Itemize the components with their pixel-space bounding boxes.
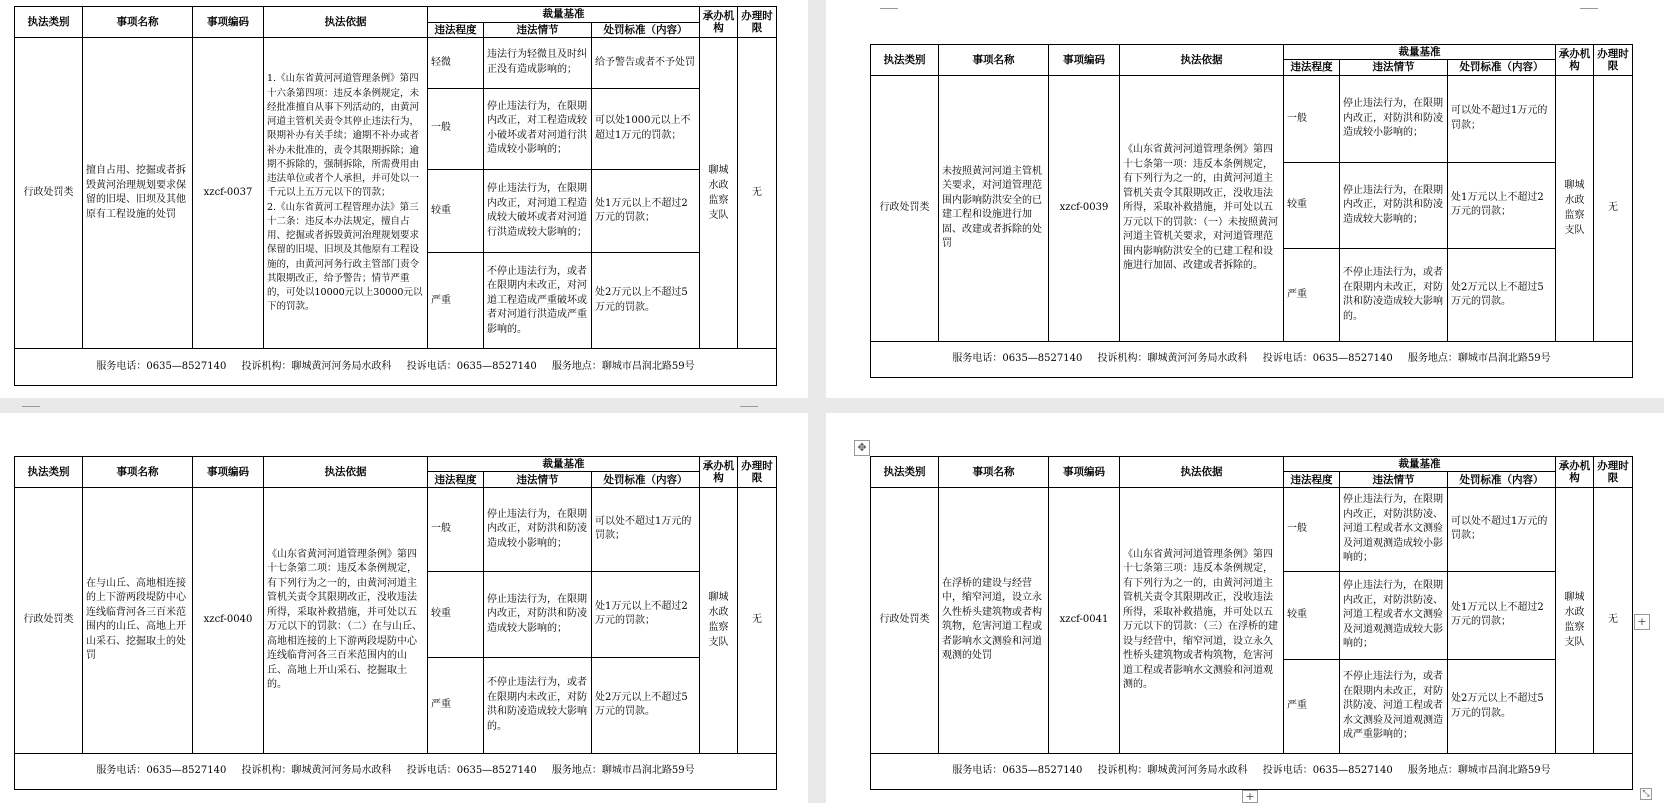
footer-phone: 服务电话：0635—8527140 xyxy=(952,765,1083,777)
cell-degree: 严重 xyxy=(1284,659,1340,753)
cell-basis: 《山东省黄河河道管理条例》第四十七条第一项：违反本条例规定，有下列行为之一的，由黄河河道主管机关责令其限期改正，没收违法所得，采取补救措施，并可处以五万元以下的罚款：（一）未按照黄河河道主管机关要求，对河道管理范围内影响防洪安全的已建工程和设施进行加固、改建或者拆除的。 xyxy=(1120,75,1284,342)
cell-item-code: xzcf-0041 xyxy=(1049,487,1120,753)
cell-degree: 一般 xyxy=(1284,75,1340,163)
cell-circumstance: 违法行为轻微且及时纠正没有造成影响的； xyxy=(484,38,592,88)
table-resize-handle-icon[interactable]: ⤡ xyxy=(1640,788,1652,800)
footer-complaint-org: 投诉机构：聊城黄河河务局水政科 xyxy=(241,765,392,777)
cell-item-name: 未按照黄河河道主管机关要求，对河道管理范围内影响防洪安全的已建工程和设施进行加固、改建或者拆除的处罚 xyxy=(939,75,1049,342)
cell-degree: 严重 xyxy=(428,657,484,753)
page-corner-mark xyxy=(22,406,40,407)
header-item-name: 事项名称 xyxy=(83,7,193,38)
header-item-name: 事项名称 xyxy=(939,457,1049,488)
cell-agency: 聊城水政监察支队 xyxy=(1556,75,1594,342)
footer-row xyxy=(15,349,777,386)
cell-circumstance: 停止违法行为，在限期内改正，对防洪和防凌造成较大影响的； xyxy=(484,571,592,657)
header-standard: 处罚标准（内容） xyxy=(592,472,700,487)
footer-complaint-phone: 投诉电话：0635—8527140 xyxy=(406,360,537,372)
footer-complaint-phone: 投诉电话：0635—8527140 xyxy=(1262,353,1393,365)
header-category: 执法类别 xyxy=(871,45,939,76)
cell-item-name: 擅自占用、挖掘或者拆毁黄河治理规划要求保留的旧堤、旧坝及其他原有工程设施的处罚 xyxy=(83,38,193,349)
header-standard: 处罚标准（内容） xyxy=(1448,472,1556,487)
cell-basis: 1.《山东省黄河河道管理条例》第四十六条第四项：违反本条例规定，未经批准擅自从事下列活动的，由黄河河道主管机关责令其停止违法行为，限期补办有关手续；逾期不补办或者补办未批准的，责令其限期拆除；逾期不拆除的，强制拆除，所需费用由违法单位或者个人承担，并可处以一千元以上五万元以下的罚款； 2.《山东省黄河工程管理办法》第三十二条：违反本办法规定，擅自占用、挖掘或者拆毁黄河治理规划要求保留的旧堤、旧坝及其他原有工程设施的，由黄河河务行政主管部门责令其限期改正，给予警告；情节严重的，可处以10000元以上30000元以下的罚款。 xyxy=(264,38,428,349)
cell-basis: 《山东省黄河河道管理条例》第四十七条第三项：违反本条例规定，有下列行为之一的，由黄河河道主管机关责令其限期改正，没收违法所得，采取补救措施，并可处以五万元以下的罚款：（三）在浮桥的建设与经营中，缩窄河道，设立永久性桥头建筑物或者构筑物，危害河道工程或者影响水文测验和河道观测的。 xyxy=(1120,487,1284,753)
cell-circumstance: 停止违法行为，在限期内改正，对工程造成较小破坏或者对河道行洪造成较小影响的； xyxy=(484,88,592,169)
cell-degree: 较重 xyxy=(1284,571,1340,659)
cell-standard: 处2万元以上不超过5万元的罚款。 xyxy=(1448,659,1556,753)
header-time-limit: 办理时限 xyxy=(1594,45,1633,76)
header-category: 执法类别 xyxy=(15,457,83,488)
header-circumstance: 违法情节 xyxy=(1340,60,1448,75)
header-circumstance: 违法情节 xyxy=(484,472,592,487)
cell-circumstance: 不停止违法行为，或者在限期内未改正，对防洪和防凌造成较大影响的。 xyxy=(484,657,592,753)
cell-category: 行政处罚类 xyxy=(15,487,83,753)
page-corner-mark xyxy=(740,406,758,407)
page-corner-mark xyxy=(1580,8,1598,9)
footer-phone: 服务电话：0635—8527140 xyxy=(96,360,227,372)
page-corner-mark xyxy=(880,8,898,9)
add-column-icon[interactable]: + xyxy=(1634,614,1650,630)
cell-circumstance: 不停止违法行为，或者在限期内未改正，对防洪和防凌造成较大影响的。 xyxy=(1340,248,1448,342)
cell-circumstance: 停止违法行为，在限期内改正，对防洪和防凌造成较小影响的； xyxy=(484,487,592,571)
header-standard: 处罚标准（内容） xyxy=(1448,60,1556,75)
cell-circumstance: 不停止违法行为，或者在限期内未改正，对河道工程造成严重破坏或者对河道行洪造成严重影响的。 xyxy=(484,253,592,349)
cell-time-limit: 无 xyxy=(738,487,777,753)
footer-complaint-org: 投诉机构：聊城黄河河务局水政科 xyxy=(1097,765,1248,777)
cell-circumstance: 停止违法行为，在限期内改正，对防洪和防凌造成较大影响的； xyxy=(1340,163,1448,249)
footer-complaint-org: 投诉机构：聊城黄河河务局水政科 xyxy=(1097,353,1248,365)
header-baseline: 裁量基准 xyxy=(428,7,700,23)
header-degree: 违法程度 xyxy=(428,472,484,487)
cell-standard: 可以处不超过1万元的罚款； xyxy=(1448,75,1556,163)
header-time-limit: 办理时限 xyxy=(1594,457,1633,488)
cell-circumstance: 停止违法行为，在限期内改正，对防洪防凌、河道工程或者水文测验及河道观测造成较大影响的； xyxy=(1340,571,1448,659)
cell-time-limit: 无 xyxy=(738,38,777,349)
header-time-limit: 办理时限 xyxy=(738,7,777,38)
cell-degree: 严重 xyxy=(1284,248,1340,342)
cell-degree: 轻微 xyxy=(428,38,484,88)
header-agency: 承办机构 xyxy=(1556,45,1594,76)
cell-item-name: 在浮桥的建设与经营中，缩窄河道，设立永久性桥头建筑物或者构筑物，危害河道工程或者影响水文测验和河道观测的处罚 xyxy=(939,487,1049,753)
header-item-code: 事项编码 xyxy=(193,7,264,38)
cell-item-code: xzcf-0039 xyxy=(1049,75,1120,342)
cell-item-name: 在与山丘、高地相连接的上下游两段堤防中心连线临背河各三百米范围内的山丘、高地上开山采石、挖掘取土的处罚 xyxy=(83,487,193,753)
header-agency: 承办机构 xyxy=(700,457,738,488)
header-degree: 违法程度 xyxy=(1284,60,1340,75)
header-basis: 执法依据 xyxy=(1120,457,1284,488)
enforcement-table-4 xyxy=(870,456,1633,790)
cell-item-code: xzcf-0037 xyxy=(193,38,264,349)
enforcement-table-1 xyxy=(14,6,777,386)
footer-complaint-org: 投诉机构：聊城黄河河务局水政科 xyxy=(241,360,392,372)
cell-degree: 一般 xyxy=(428,88,484,169)
cell-standard: 处1万元以上不超过2万元的罚款； xyxy=(592,169,700,252)
header-basis: 执法依据 xyxy=(264,457,428,488)
header-item-name: 事项名称 xyxy=(83,457,193,488)
footer-phone: 服务电话：0635—8527140 xyxy=(96,765,227,777)
cell-standard: 处1万元以上不超过2万元的罚款； xyxy=(1448,571,1556,659)
cell-agency: 聊城水政监察支队 xyxy=(700,487,738,753)
footer-row xyxy=(871,754,1633,790)
header-baseline: 裁量基准 xyxy=(1284,45,1556,60)
enforcement-table-3 xyxy=(14,456,777,790)
cell-degree: 一般 xyxy=(428,487,484,571)
cell-degree: 较重 xyxy=(1284,163,1340,249)
cell-category: 行政处罚类 xyxy=(871,75,939,342)
header-baseline: 裁量基准 xyxy=(1284,457,1556,472)
cell-standard: 给予警告或者不予处罚 xyxy=(592,38,700,88)
footer-phone: 服务电话：0635—8527140 xyxy=(952,353,1083,365)
header-category: 执法类别 xyxy=(15,7,83,38)
header-time-limit: 办理时限 xyxy=(738,457,777,488)
cell-agency: 聊城水政监察支队 xyxy=(1556,487,1594,753)
cell-circumstance: 停止违法行为，在限期内改正，对河道工程造成较大破坏或者对河道行洪造成较大影响的； xyxy=(484,169,592,252)
footer-row xyxy=(871,342,1633,378)
cell-basis: 《山东省黄河河道管理条例》第四十七条第二项：违反本条例规定，有下列行为之一的，由黄河河道主管机关责令其限期改正，没收违法所得，采取补救措施，并可处以五万元以下的罚款：（二）在与山丘、高地相连接的上下游两段堤防中心连线临背河各三百米范围内的山丘、高地上开山采石、挖掘取土的。 xyxy=(264,487,428,753)
cell-circumstance: 不停止违法行为，或者在限期内未改正，对防洪防凌、河道工程或者水文测验及河道观测造成严重影响的； xyxy=(1340,659,1448,753)
cell-time-limit: 无 xyxy=(1594,75,1633,342)
header-degree: 违法程度 xyxy=(1284,472,1340,487)
cell-circumstance: 停止违法行为，在限期内改正，对防洪和防凌造成较小影响的； xyxy=(1340,75,1448,163)
header-item-code: 事项编码 xyxy=(1049,45,1120,76)
cell-standard: 处2万元以上不超过5万元的罚款。 xyxy=(592,253,700,349)
footer-address: 服务地点：聊城市昌润北路59号 xyxy=(1407,765,1551,777)
header-basis: 执法依据 xyxy=(264,7,428,38)
cell-standard: 可以处不超过1万元的罚款； xyxy=(1448,487,1556,571)
footer-address: 服务地点：聊城市昌润北路59号 xyxy=(551,765,695,777)
cell-degree: 一般 xyxy=(1284,487,1340,571)
header-item-code: 事项编码 xyxy=(1049,457,1120,488)
cell-standard: 可以处不超过1万元的罚款； xyxy=(592,487,700,571)
cell-standard: 处2万元以上不超过5万元的罚款。 xyxy=(592,657,700,753)
header-category: 执法类别 xyxy=(871,457,939,488)
header-standard: 处罚标准（内容） xyxy=(592,22,700,38)
cell-category: 行政处罚类 xyxy=(871,487,939,753)
header-agency: 承办机构 xyxy=(1556,457,1594,488)
footer-row xyxy=(15,754,777,790)
header-basis: 执法依据 xyxy=(1120,45,1284,76)
header-degree: 违法程度 xyxy=(428,22,484,38)
cell-degree: 严重 xyxy=(428,253,484,349)
table-move-handle-icon[interactable]: ✥ xyxy=(854,440,870,456)
cell-standard: 处1万元以上不超过2万元的罚款； xyxy=(592,571,700,657)
cell-degree: 较重 xyxy=(428,571,484,657)
footer-complaint-phone: 投诉电话：0635—8527140 xyxy=(1262,765,1393,777)
cell-item-code: xzcf-0040 xyxy=(193,487,264,753)
cell-standard: 处2万元以上不超过5万元的罚款。 xyxy=(1448,248,1556,342)
enforcement-table-2 xyxy=(870,44,1633,378)
header-circumstance: 违法情节 xyxy=(1340,472,1448,487)
cell-agency: 聊城水政监察支队 xyxy=(700,38,738,349)
cell-degree: 较重 xyxy=(428,169,484,252)
cell-time-limit: 无 xyxy=(1594,487,1633,753)
header-item-name: 事项名称 xyxy=(939,45,1049,76)
add-row-icon[interactable]: + xyxy=(1242,790,1258,803)
header-baseline: 裁量基准 xyxy=(428,457,700,472)
cell-category: 行政处罚类 xyxy=(15,38,83,349)
footer-address: 服务地点：聊城市昌润北路59号 xyxy=(551,360,695,372)
footer-address: 服务地点：聊城市昌润北路59号 xyxy=(1407,353,1551,365)
header-agency: 承办机构 xyxy=(700,7,738,38)
cell-standard: 处1万元以上不超过2万元的罚款； xyxy=(1448,163,1556,249)
cell-standard: 可以处1000元以上不超过1万元的罚款； xyxy=(592,88,700,169)
header-circumstance: 违法情节 xyxy=(484,22,592,38)
cell-circumstance: 停止违法行为，在限期内改正，对防洪防凌、河道工程或者水文测验及河道观测造成较小影响的； xyxy=(1340,487,1448,571)
footer-complaint-phone: 投诉电话：0635—8527140 xyxy=(406,765,537,777)
header-item-code: 事项编码 xyxy=(193,457,264,488)
